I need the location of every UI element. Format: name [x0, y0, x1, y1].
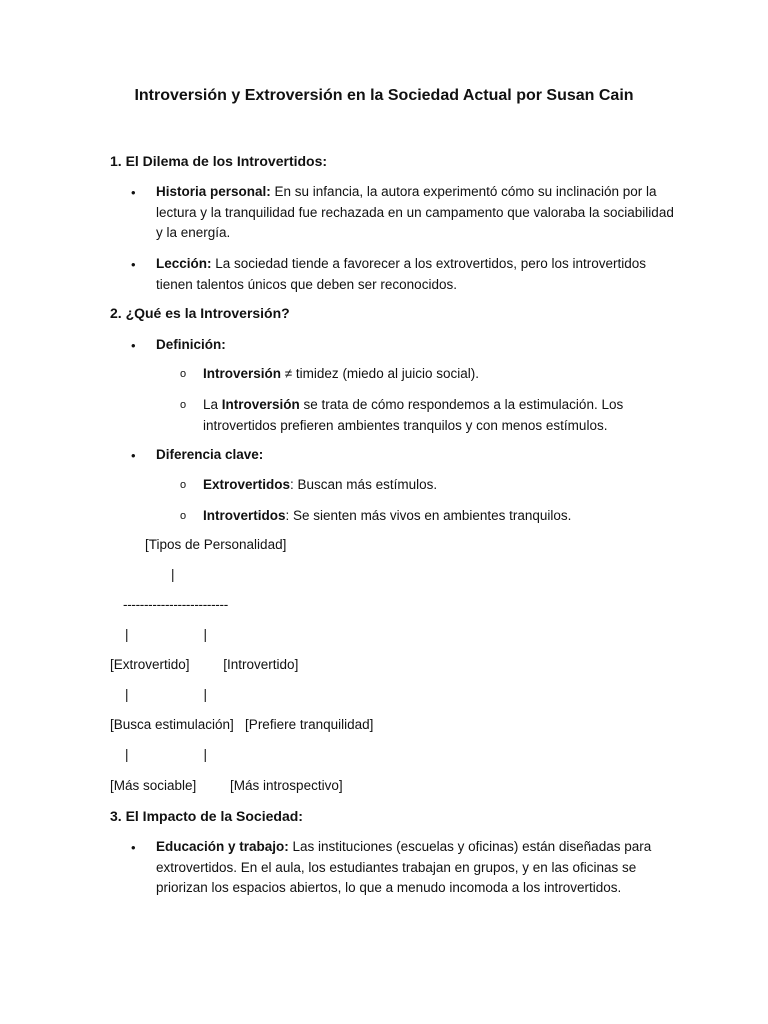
list-item-diferencia — [156, 445, 676, 466]
diagram-branch-line: ------------------------- — [123, 597, 228, 612]
sub-bullet-icon: o — [180, 479, 187, 491]
sub-item-text: : Se sienten más vivos en ambientes tranquilos. — [285, 508, 572, 523]
bullet-icon: • — [131, 257, 136, 272]
sub-item-text: ≠ timidez (miedo al juicio social). — [281, 366, 479, 381]
sub-item-text: se trata de cómo respondemos a la estimulación. Los introvertidos prefieren ambientes tranquilos y con menos estímulos. — [203, 397, 624, 433]
item-label: Lección: — [156, 256, 212, 271]
sub-item — [203, 364, 673, 385]
list-item-historia — [156, 182, 676, 244]
sub-bullet-icon: o — [180, 510, 187, 522]
sub-item — [203, 395, 673, 436]
diagram-root: [Tipos de Personalidad] — [145, 537, 287, 552]
sub-bullet-icon: o — [180, 368, 187, 380]
sub-item-text: : Buscan más estímulos. — [290, 477, 438, 492]
item-label: Educación y trabajo: — [156, 839, 289, 854]
diagram-pipes: | | — [125, 687, 208, 702]
list-item-educacion — [156, 837, 676, 899]
diagram-pipes: | | — [125, 627, 208, 642]
page-title: Introversión y Extroversión en la Sociedad Actual por Susan Cain — [134, 87, 634, 104]
sub-item-bold: Introversión — [221, 397, 300, 412]
section-heading-2: 2. ¿Qué es la Introversión? — [110, 305, 290, 321]
bullet-icon: • — [131, 448, 136, 463]
sub-bullet-icon: o — [180, 399, 187, 411]
item-label: Historia personal: — [156, 184, 271, 199]
diagram-level-1: [Extrovertido] [Introvertido] — [110, 657, 299, 672]
item-label: Definición: — [156, 337, 226, 352]
diagram-level-2: [Busca estimulación] [Prefiere tranquilidad] — [110, 717, 374, 732]
item-text: La sociedad tiende a favorecer a los extrovertidos, pero los introvertidos tienen talentos únicos que deben ser reconocidos. — [156, 256, 647, 292]
list-item-leccion — [156, 254, 676, 295]
bullet-icon: • — [131, 338, 136, 353]
diagram-pipes: | | — [125, 747, 208, 762]
sub-item-pre: La — [203, 397, 222, 412]
bullet-icon: • — [131, 185, 136, 200]
item-label: Diferencia clave: — [156, 447, 264, 462]
item-text: Las instituciones (escuelas y oficinas) están diseñadas para extrovertidos. En el aula, los estudiantes trabajan en grupos, y en las oficinas se priorizan los espacios abiertos, lo que a menudo incomoda a los introvertidos. — [156, 839, 652, 895]
section-heading-3: 3. El Impacto de la Sociedad: — [110, 808, 303, 824]
sub-item-bold: Introvertidos — [203, 508, 286, 523]
section-heading-1: 1. El Dilema de los Introvertidos: — [110, 153, 328, 169]
sub-item — [203, 506, 673, 527]
sub-item-bold: Extrovertidos — [203, 477, 291, 492]
sub-item — [203, 475, 673, 496]
item-text: En su infancia, la autora experimentó cómo su inclinación por la lectura y la tranquilidad fue rechazada en un campamento que valoraba la sociabilidad y la energía. — [156, 184, 674, 240]
diagram-pipe: | — [171, 567, 175, 582]
bullet-icon: • — [131, 840, 136, 855]
list-item-definicion — [156, 335, 676, 356]
sub-item-bold: Introversión — [203, 366, 282, 381]
diagram-level-3: [Más sociable] [Más introspectivo] — [110, 778, 343, 793]
